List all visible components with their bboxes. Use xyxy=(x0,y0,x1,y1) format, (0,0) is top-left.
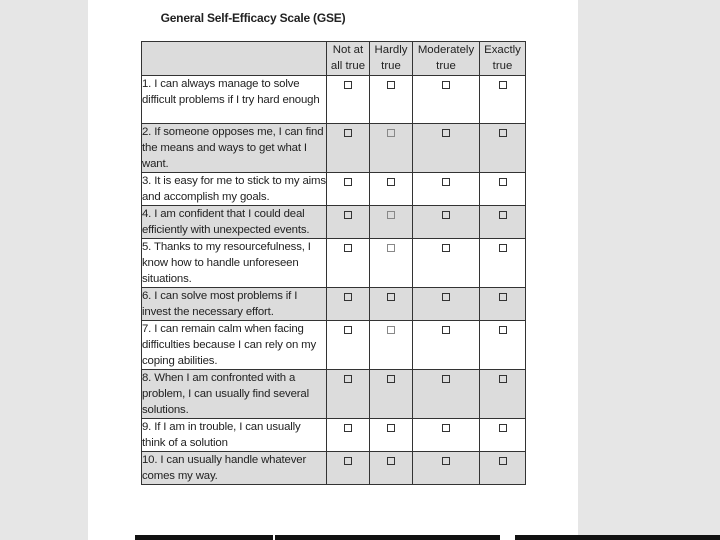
checkbox-hardly-true[interactable] xyxy=(387,178,395,186)
checkbox-exactly-true[interactable] xyxy=(499,178,507,186)
gse-table xyxy=(141,41,526,485)
checkbox-moderately-true[interactable] xyxy=(442,81,450,89)
item-text: 3. It is easy for me to stick to my aims and accomplish my goals. xyxy=(142,173,327,206)
checkbox-moderately-true[interactable] xyxy=(442,178,450,186)
table-row xyxy=(142,321,526,370)
table-row xyxy=(142,76,526,124)
header-label: Hardly xyxy=(374,44,408,56)
table-row xyxy=(142,239,526,288)
table-row xyxy=(142,370,526,419)
bottom-bar-middle xyxy=(275,535,500,540)
checkbox-hardly-true[interactable] xyxy=(387,129,395,137)
header-label: true xyxy=(436,59,456,72)
table-row xyxy=(142,173,526,206)
checkbox-exactly-true[interactable] xyxy=(499,129,507,137)
item-text: 8. When I am confronted with a problem, I can usually find several solutions. xyxy=(142,370,327,419)
header-label: Moderately xyxy=(417,44,475,56)
checkbox-hardly-true[interactable] xyxy=(387,326,395,334)
item-text: 9. If I am in trouble, I can usually think of a solution xyxy=(142,419,327,452)
item-text: 10. I can usually handle whatever comes my way. xyxy=(142,452,327,485)
header-item-column xyxy=(142,42,327,76)
checkbox-exactly-true[interactable] xyxy=(499,375,507,383)
checkbox-exactly-true[interactable] xyxy=(499,244,507,252)
checkbox-not-at-all-true[interactable] xyxy=(344,424,352,432)
checkbox-hardly-true[interactable] xyxy=(387,293,395,301)
header-not-at-all-true xyxy=(327,42,370,76)
item-text: 1. I can always manage to solve difficult problems if I try hard enough xyxy=(142,76,327,124)
table-row xyxy=(142,206,526,239)
checkbox-hardly-true[interactable] xyxy=(387,457,395,465)
checkbox-hardly-true[interactable] xyxy=(387,375,395,383)
checkbox-exactly-true[interactable] xyxy=(499,293,507,301)
checkbox-not-at-all-true[interactable] xyxy=(344,81,352,89)
item-text: 4. I am confident that I could deal efficiently with unexpected events. xyxy=(142,206,327,239)
checkbox-moderately-true[interactable] xyxy=(442,457,450,465)
table-row xyxy=(142,452,526,485)
table-row xyxy=(142,124,526,173)
bottom-bar-right xyxy=(515,535,720,540)
checkbox-hardly-true[interactable] xyxy=(387,211,395,219)
header-label: true xyxy=(381,59,401,72)
header-label: Exactly xyxy=(484,44,521,56)
checkbox-moderately-true[interactable] xyxy=(442,129,450,137)
header-label: Not at xyxy=(332,44,364,56)
checkbox-not-at-all-true[interactable] xyxy=(344,293,352,301)
item-text: 6. I can solve most problems if I invest the necessary effort. xyxy=(142,288,327,321)
header-label: all true xyxy=(330,59,366,72)
checkbox-moderately-true[interactable] xyxy=(442,326,450,334)
checkbox-exactly-true[interactable] xyxy=(499,424,507,432)
checkbox-moderately-true[interactable] xyxy=(442,293,450,301)
table-header-row xyxy=(142,42,526,76)
checkbox-moderately-true[interactable] xyxy=(442,244,450,252)
checkbox-not-at-all-true[interactable] xyxy=(344,178,352,186)
checkbox-hardly-true[interactable] xyxy=(387,244,395,252)
checkbox-not-at-all-true[interactable] xyxy=(344,211,352,219)
header-moderately-true xyxy=(413,42,480,76)
item-text: 7. I can remain calm when facing difficulties because I can rely on my coping abilities. xyxy=(142,321,327,370)
checkbox-hardly-true[interactable] xyxy=(387,81,395,89)
checkbox-hardly-true[interactable] xyxy=(387,424,395,432)
item-text: 2. If someone opposes me, I can find the means and ways to get what I want. xyxy=(142,124,327,173)
checkbox-exactly-true[interactable] xyxy=(499,326,507,334)
checkbox-not-at-all-true[interactable] xyxy=(344,375,352,383)
checkbox-not-at-all-true[interactable] xyxy=(344,129,352,137)
table-row xyxy=(142,419,526,452)
document-title: General Self-Efficacy Scale (GSE) xyxy=(160,11,346,25)
header-hardly-true xyxy=(370,42,413,76)
checkbox-exactly-true[interactable] xyxy=(499,81,507,89)
header-label: true xyxy=(492,59,513,72)
checkbox-not-at-all-true[interactable] xyxy=(344,244,352,252)
item-text: 5. Thanks to my resourcefulness, I know how to handle unforeseen situations. xyxy=(142,239,327,288)
bottom-bar-left xyxy=(135,535,273,540)
checkbox-exactly-true[interactable] xyxy=(499,211,507,219)
checkbox-exactly-true[interactable] xyxy=(499,457,507,465)
table-row xyxy=(142,288,526,321)
checkbox-moderately-true[interactable] xyxy=(442,424,450,432)
header-exactly-true xyxy=(480,42,526,76)
checkbox-moderately-true[interactable] xyxy=(442,375,450,383)
checkbox-not-at-all-true[interactable] xyxy=(344,326,352,334)
checkbox-moderately-true[interactable] xyxy=(442,211,450,219)
checkbox-not-at-all-true[interactable] xyxy=(344,457,352,465)
